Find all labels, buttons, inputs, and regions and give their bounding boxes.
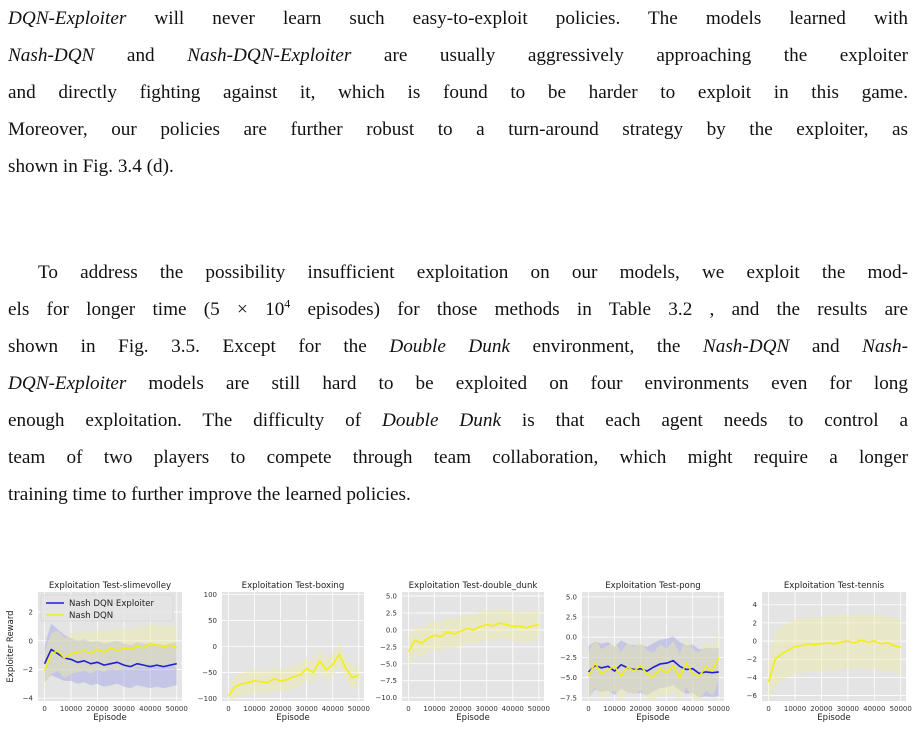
italic-term: Nash- xyxy=(862,336,908,357)
y-tick-label: 0.0 xyxy=(385,626,397,635)
x-tick-label: 40000 xyxy=(321,705,344,713)
text-run: team of two players to compete through team collaboration, which might require a longer xyxy=(8,447,908,468)
y-tick-label: 0 xyxy=(28,637,33,646)
x-tick-label: 30000 xyxy=(112,705,136,713)
chart-title: Exploitation Test-tennis xyxy=(783,581,885,591)
text-run: is that each agent needs to control a xyxy=(500,410,909,431)
text-run: Moreover, our policies are further robust to a turn-around strategy by the exploiter, as xyxy=(8,119,908,140)
x-tick-label: 50000 xyxy=(707,705,730,713)
text-run: models are still hard to be exploited on four environments even for long xyxy=(126,373,908,394)
x-tick-label: 40000 xyxy=(681,705,704,713)
chart-title: Exploitation Test-boxing xyxy=(241,581,345,591)
y-tick-label: −2 xyxy=(746,655,757,664)
chart-title: Exploitation Test-slimevolley xyxy=(48,581,172,591)
y-tick-label: −5.0 xyxy=(380,660,397,669)
y-tick-label: −2 xyxy=(22,665,33,674)
paragraph-long-exploitation xyxy=(8,254,908,513)
paragraph-exploitation-results xyxy=(8,0,908,185)
x-tick-label: 50000 xyxy=(347,705,370,713)
text-run: shown in Fig. 3.5. Except for the xyxy=(8,336,390,357)
chart-title: Exploitation Test-pong xyxy=(605,581,701,591)
x-tick-label: 40000 xyxy=(863,705,886,713)
x-tick-label: 50000 xyxy=(165,705,188,713)
text-line xyxy=(8,476,908,513)
text-run: els for longer time (5 × 10 xyxy=(8,299,285,320)
italic-term: Nash-DQN xyxy=(702,336,790,357)
figure-exploitation-tests xyxy=(0,578,914,738)
y-tick-label: −10.0 xyxy=(375,694,397,703)
x-axis-label: Episode xyxy=(276,713,310,723)
text-line xyxy=(8,291,908,328)
text-run: To address the possibility insufficient exploitation on our models, we exploit the mod- xyxy=(38,262,908,283)
x-tick-label: 20000 xyxy=(810,705,833,713)
y-tick-label: 2.5 xyxy=(565,613,577,622)
text-line xyxy=(8,37,908,74)
chart-pong xyxy=(546,578,730,738)
chart-legend xyxy=(41,595,173,621)
x-tick-label: 10000 xyxy=(783,705,807,713)
chart-title: Exploitation Test-double_dunk xyxy=(408,581,538,591)
x-tick-label: 10000 xyxy=(603,705,626,713)
y-tick-label: −7.5 xyxy=(380,677,397,686)
x-tick-label: 10000 xyxy=(59,705,83,713)
x-tick-label: 20000 xyxy=(629,705,652,713)
text-line xyxy=(8,111,908,148)
x-tick-label: 10000 xyxy=(243,705,266,713)
y-tick-label: 0 xyxy=(752,637,757,646)
y-tick-label: 4 xyxy=(752,601,757,610)
y-tick-label: 2.5 xyxy=(385,609,397,618)
x-tick-label: 30000 xyxy=(836,705,860,713)
x-tick-label: 10000 xyxy=(423,705,446,713)
italic-term: Double Dunk xyxy=(389,336,510,357)
text-line xyxy=(8,0,908,37)
text-run: and xyxy=(94,45,188,66)
text-line xyxy=(8,328,908,365)
x-tick-label: 0 xyxy=(406,705,411,713)
y-tick-label: −5.0 xyxy=(560,674,577,683)
x-axis-label: Episode xyxy=(456,713,490,723)
italic-term: Double Dunk xyxy=(382,410,501,431)
italic-term: Nash-DQN xyxy=(8,45,95,66)
x-tick-label: 40000 xyxy=(139,705,162,713)
text-run: are usually aggressively approaching the exploiter xyxy=(351,45,908,66)
y-tick-label: 2 xyxy=(28,608,33,617)
y-tick-label: −4 xyxy=(22,694,33,703)
y-tick-label: −6 xyxy=(746,692,757,701)
y-tick-label: 0 xyxy=(212,643,217,651)
legend-label: Nash DQN Exploiter xyxy=(69,599,155,609)
y-tick-label: 50 xyxy=(208,617,217,626)
x-tick-label: 0 xyxy=(42,705,47,713)
y-axis-label: Exploiter Reward xyxy=(6,610,16,683)
y-tick-label: −100 xyxy=(197,694,217,703)
y-tick-label: 5.0 xyxy=(385,592,397,601)
x-tick-label: 20000 xyxy=(86,705,109,713)
y-tick-label: 2 xyxy=(752,619,757,628)
x-tick-label: 30000 xyxy=(295,705,318,713)
text-run: environment, the xyxy=(509,336,703,357)
text-line xyxy=(8,148,908,185)
text-run: and xyxy=(789,336,863,357)
text-run: enough exploitation. The difficulty of xyxy=(8,410,383,431)
text-line xyxy=(8,254,908,291)
x-tick-label: 0 xyxy=(586,705,591,713)
legend-label: Nash DQN xyxy=(69,611,114,621)
italic-term: Nash-DQN-Exploiter xyxy=(187,45,352,66)
y-tick-label: 100 xyxy=(203,591,217,600)
text-line xyxy=(8,365,908,402)
y-tick-label: −50 xyxy=(202,668,217,677)
text-run: shown in Fig. 3.4 (d). xyxy=(8,156,174,177)
x-tick-label: 0 xyxy=(226,705,231,713)
italic-term: DQN-Exploiter xyxy=(8,8,127,29)
superscript: 4 xyxy=(284,296,291,311)
y-tick-label: −2.5 xyxy=(560,653,577,662)
x-tick-label: 50000 xyxy=(889,705,912,713)
chart-slimevolley xyxy=(0,578,186,738)
y-tick-label: 0.0 xyxy=(565,633,577,642)
chart-tennis xyxy=(726,578,914,738)
text-run: and directly fighting against it, which is found to be harder to exploit in this game. xyxy=(8,82,908,103)
text-line xyxy=(8,402,908,439)
y-tick-label: 5.0 xyxy=(565,593,577,602)
italic-term: DQN-Exploiter xyxy=(8,373,127,394)
x-tick-label: 0 xyxy=(766,705,771,713)
x-tick-label: 50000 xyxy=(527,705,550,713)
y-tick-label: −2.5 xyxy=(380,643,397,652)
text-line xyxy=(8,74,908,111)
y-tick-label: −7.5 xyxy=(560,694,577,703)
chart-double-dunk xyxy=(366,578,550,738)
text-run: training time to further improve the learned policies. xyxy=(8,484,411,505)
y-tick-label: −4 xyxy=(746,673,757,682)
text-run: will never learn such easy-to-exploit policies. The models learned with xyxy=(126,8,908,29)
text-line xyxy=(8,439,908,476)
chart-boxing xyxy=(186,578,370,738)
x-tick-label: 20000 xyxy=(269,705,292,713)
x-tick-label: 20000 xyxy=(449,705,472,713)
x-axis-label: Episode xyxy=(636,713,670,723)
x-axis-label: Episode xyxy=(817,713,851,723)
x-axis-label: Episode xyxy=(93,713,127,723)
x-tick-label: 40000 xyxy=(501,705,524,713)
text-run: episodes) for those methods in Table 3.2 , and the results are xyxy=(290,299,908,320)
x-tick-label: 30000 xyxy=(655,705,678,713)
x-tick-label: 30000 xyxy=(475,705,498,713)
